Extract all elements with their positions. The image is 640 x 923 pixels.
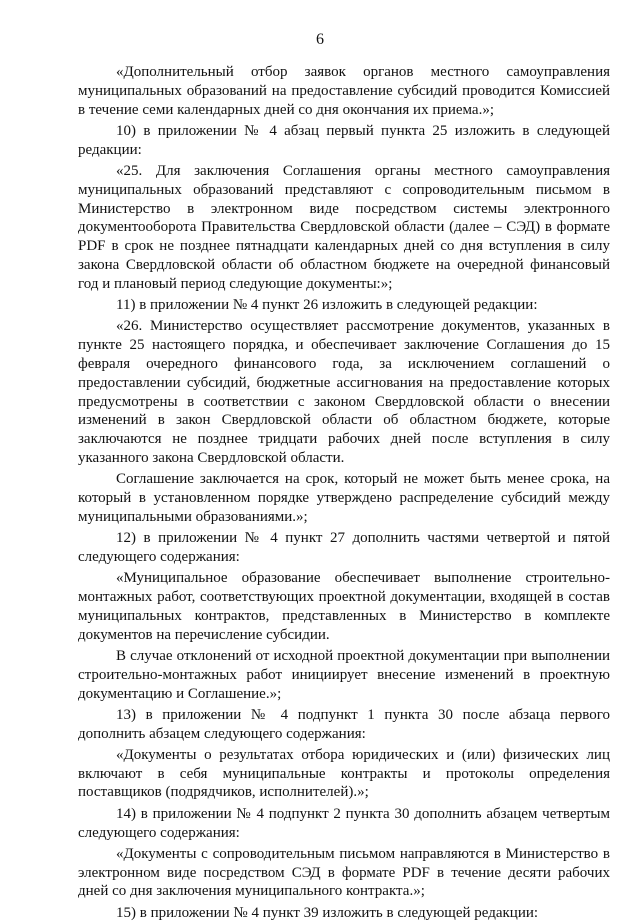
paragraph-construction-works: «Муниципальное образование обеспечивает выполнение строительно-монтажных работ, соответствующих проектной документации, входящей в состав муниципальных контрактов, представленных в Министерство в комплекте документов на перечисление субсидии. — [78, 570, 610, 643]
paragraph-documents-submission: «Документы с сопроводительным письмом направляются в Министерство в электронном виде посредством СЭД в формате PDF в течение десяти рабочих дней со дня заключения муниципального контракта.»; — [78, 845, 610, 900]
paragraph-clause-25: «25. Для заключения Соглашения органы местного самоуправления муниципальных образований представляют с сопроводительным письмом в Министерство в электронном виде посредством системы электронного документооборота Правительства Свердловской области (далее – СЭД) в формате PDF в срок не позднее пятнадцати календарных дней со дня вступления в силу закона Свердловской области об областном бюджете на очередной финансовый год и плановый период следующие документы:»; — [78, 162, 610, 292]
paragraph-item-13: 13) в приложении № 4 подпункт 1 пункта 30 после абзаца первого дополнить абзацем следующего содержания: — [78, 706, 610, 742]
paragraph-agreement-term: Соглашение заключается на срок, который не может быть менее срока, на который в установленном порядке утверждено распределение субсидий между муниципальными образованиями.»; — [78, 471, 610, 525]
paragraph-clause-26: «26. Министерство осуществляет рассмотрение документов, указанных в пункте 25 настоящего порядка, и обеспечивает заключение Соглашения до 15 февраля очередного финансового года, за исключением соглашений о предоставлении субсидий, бюджетные ассигнования на предоставление которых предусмотрены в соответствии с законом Свердловской области о внесении изменений в закон Свердловской области об областном бюджете, которые заключаются не позднее тридцати рабочих дней после вступления в силу указанного закона Свердловской области. — [78, 318, 610, 466]
paragraph-item-11: 11) в приложении № 4 пункт 26 изложить в следующей редакции: — [116, 297, 538, 314]
page-number: 6 — [316, 31, 324, 48]
paragraph-item-15: 15) в приложении № 4 пункт 39 изложить в следующей редакции: — [116, 904, 539, 921]
paragraph-deviations: В случае отклонений от исходной проектной документации при выполнении строительно-монтажных работ инициирует внесение изменений в проектную документацию и Соглашение.»; — [78, 647, 610, 702]
paragraph-item-10: 10) в приложении № 4 абзац первый пункта 25 изложить в следующей редакции: — [78, 122, 610, 158]
paragraph-selection-results: «Документы о результатах отбора юридических и (или) физических лиц включают в себя муниципальные контракты и протоколы определения поставщиков (подрядчиков, исполнителей).»; — [78, 746, 610, 801]
paragraph-item-12: 12) в приложении № 4 пункт 27 дополнить частями четвертой и пятой следующего содержания: — [78, 530, 610, 565]
paragraph-additional-selection: «Дополнительный отбор заявок органов местного самоуправления муниципальных образований на предоставление субсидий проводится Комиссией в течение семи календарных дней со дня окончания их приема.»; — [78, 64, 610, 118]
paragraph-item-14: 14) в приложении № 4 подпункт 2 пункта 30 дополнить абзацем четвертым следующего содержания: — [78, 805, 610, 841]
document-body — [78, 63, 610, 923]
